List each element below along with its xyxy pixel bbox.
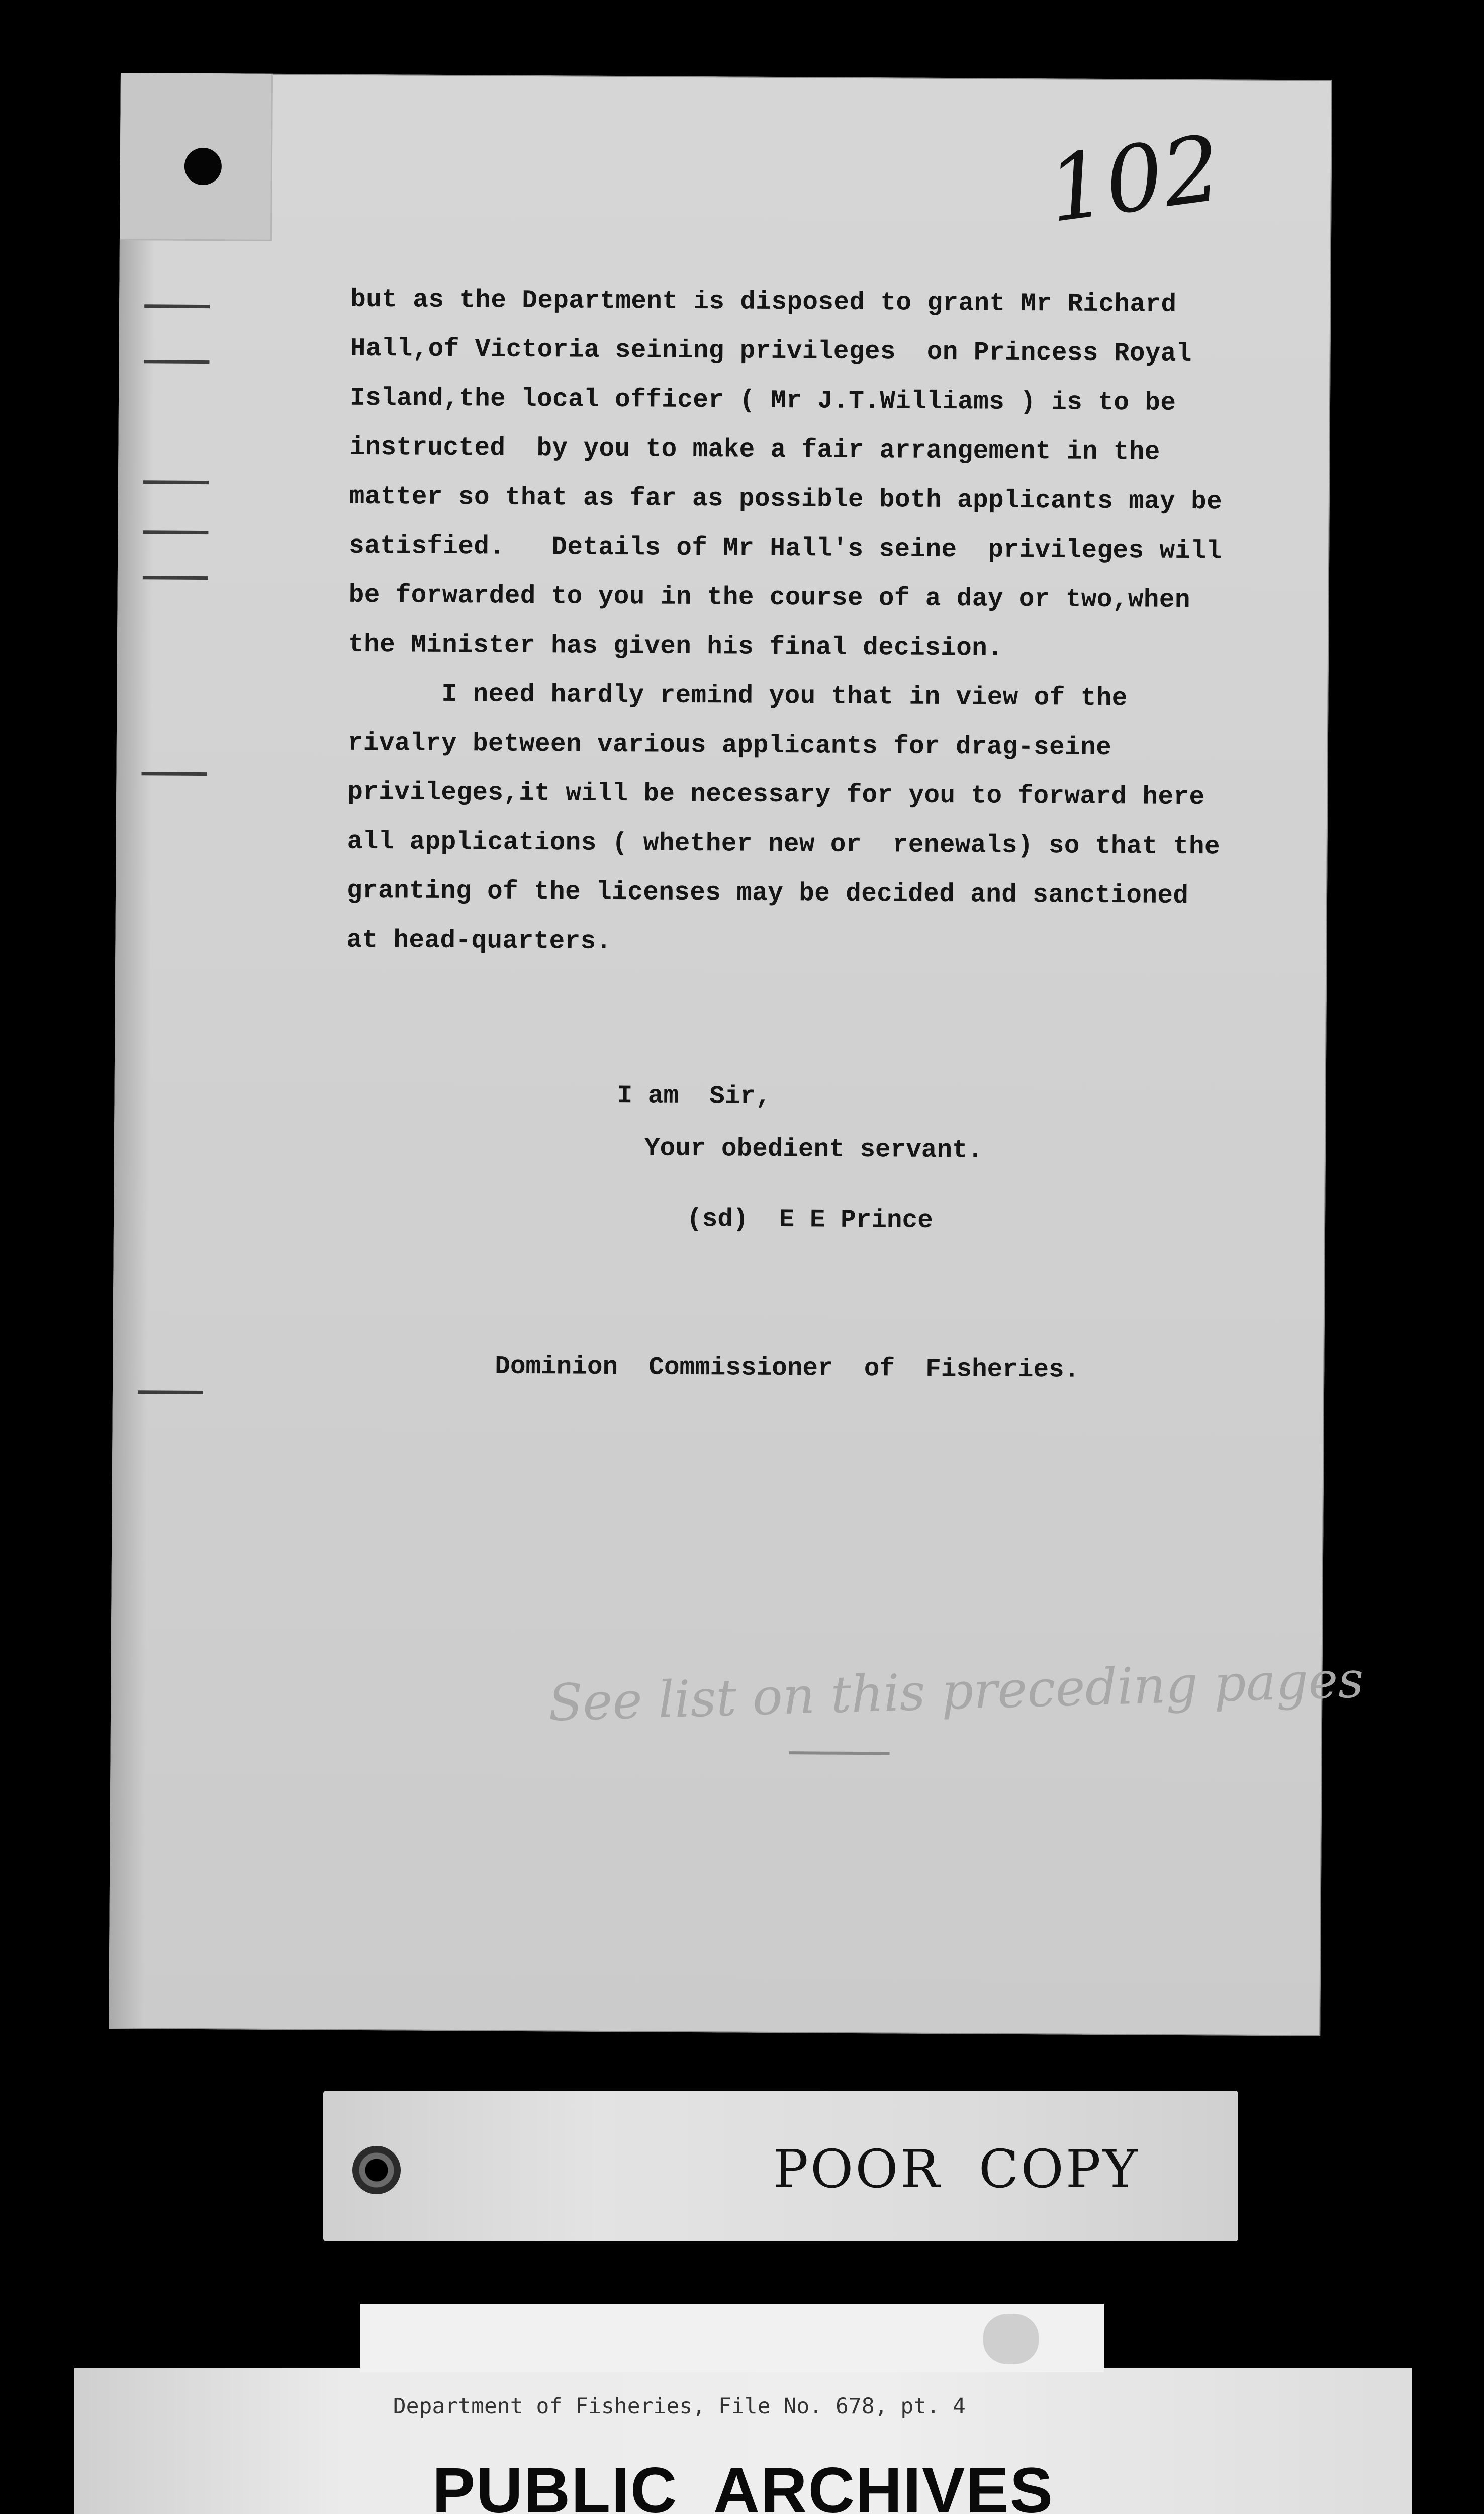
poor-copy-label: POOR COPY	[773, 2138, 1140, 2200]
letter-line: the Minister has given his final decision.	[348, 630, 1003, 663]
poor-copy-tag	[323, 2091, 1238, 2241]
letter-line: granting of the licenses may be decided and sanctioned	[346, 876, 1189, 911]
letter-body	[346, 276, 1265, 971]
signatory-title: Dominion Commissioner of Fisheries.	[495, 1352, 1080, 1385]
label-stain	[983, 2314, 1039, 2364]
handwritten-note: See list on this preceding pages	[547, 1650, 1365, 1733]
letter-line: be forwarded to you in the course of a day or two,when	[348, 581, 1191, 615]
document-page	[109, 73, 1365, 2036]
closing-salutation: I am Sir,	[617, 1082, 771, 1111]
letter-line: I need hardly remind you that in view of the	[348, 679, 1128, 713]
folio-number: 102	[1042, 116, 1228, 243]
letter-line: matter so that as far as possible both applicants may be	[349, 482, 1223, 517]
file-reference-text: Department of Fisheries, File No. 678, pt. 4	[393, 2394, 966, 2419]
margin-mark	[144, 304, 210, 308]
grommet-icon	[352, 2146, 401, 2194]
archives-title-en: PUBLIC ARCHIVES	[432, 2455, 1054, 2514]
letter-line: instructed by you to make a fair arrangement in the	[349, 433, 1160, 467]
closing-complimentary: Your obedient servant.	[644, 1134, 983, 1165]
margin-mark	[143, 576, 208, 580]
letter-line: rivalry between various applicants for drag-seine	[347, 729, 1112, 763]
margin-mark	[143, 530, 208, 534]
signature: (sd) E E Prince	[686, 1205, 933, 1235]
margin-mark	[143, 480, 209, 484]
margin-mark	[138, 1390, 203, 1394]
punch-hole	[184, 148, 222, 185]
letter-line: satisfied. Details of Mr Hall's seine privileges will	[349, 531, 1222, 566]
letter-line: at head-quarters.	[346, 926, 612, 956]
letter-line: Hall,of Victoria seining privileges on Princess Royal	[350, 334, 1192, 369]
letter-line: but as the Department is disposed to grant Mr Richard	[350, 285, 1177, 319]
handwritten-underline	[789, 1751, 890, 1755]
page-edge-shadow	[109, 73, 156, 2029]
letter-line: all applications ( whether new or renewals) so that the	[347, 827, 1221, 862]
file-reference-label	[360, 2304, 1104, 2419]
margin-mark	[144, 360, 209, 364]
letter-line: Island,the local officer ( Mr J.T.Williams ) is to be	[349, 384, 1176, 418]
letter-line: privileges,it will be necessary for you to forward here	[347, 778, 1205, 813]
margin-mark	[141, 772, 207, 776]
